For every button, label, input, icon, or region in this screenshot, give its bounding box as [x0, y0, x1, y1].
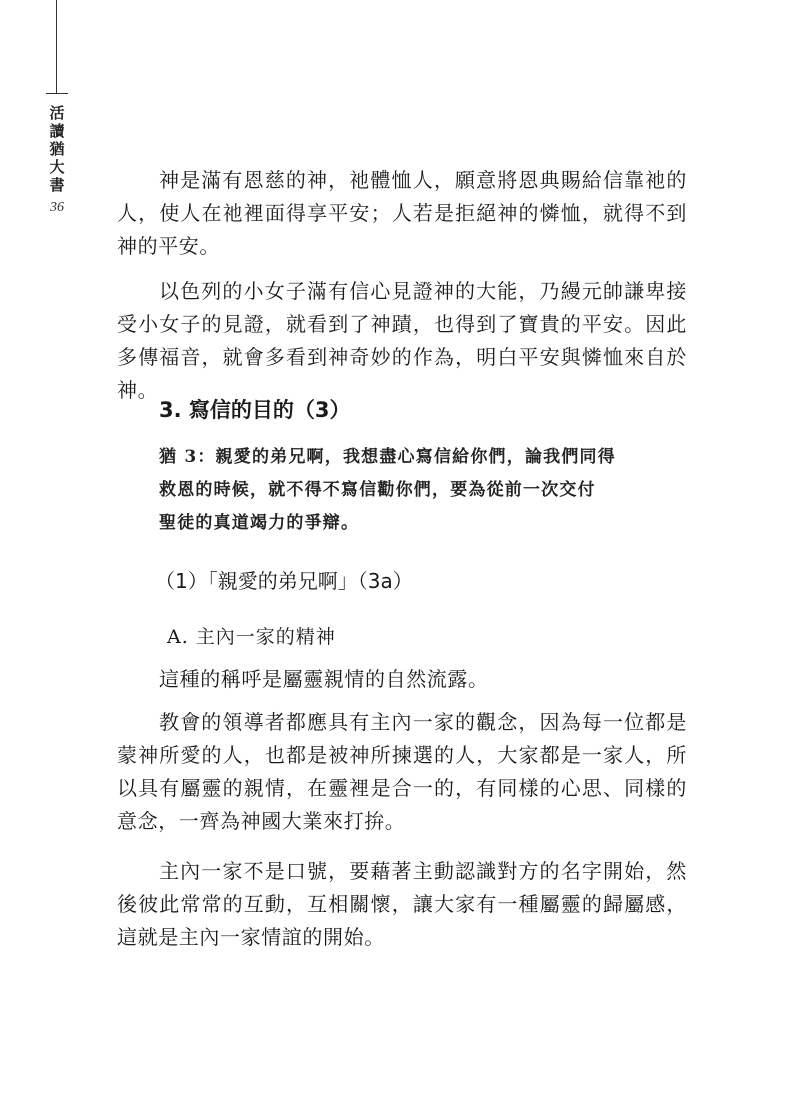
section-heading: 3. 寫信的目的（3）	[159, 398, 351, 422]
running-title-char: 大	[49, 158, 65, 176]
page-number: 36	[50, 200, 64, 215]
running-title	[48, 104, 66, 194]
paragraph-church: 教會的領導者都應具有主內一家的觀念，因為每一位都是蒙神所愛的人，也都是被神所揀選的人，大家都是一家人，所以具有屬靈的親情，在靈裡是合一的，有同樣的心思、同樣的意念，一齊為神國大業來打拚。	[117, 710, 687, 833]
paragraph-address: 這種的稱呼是屬靈親情的自然流露。	[159, 667, 489, 691]
scripture-line: 救恩的時候，就不得不寫信勸你們，要為從前一次交付	[159, 480, 596, 500]
running-title-char: 活	[49, 104, 65, 122]
margin-rule	[56, 0, 57, 93]
margin-rule-tick	[46, 93, 68, 94]
subheading-1: （1）「親愛的弟兄啊」（3a）	[155, 569, 413, 593]
running-title-char: 讀	[49, 122, 65, 140]
paragraph-testimony: 以色列的小女子滿有信心見證神的大能，乃縵元帥謙卑接受小女子的見證，就看到了神蹟，也得到了寶貴的平安。因此多傳福音，就會多看到神奇妙的作為，明白平安與憐恤來自於神。	[117, 279, 687, 402]
subheading-a: A. 主內一家的精神	[167, 626, 336, 648]
paragraph-mercy: 神是滿有恩慈的神，祂體恤人，願意將恩典賜給信靠祂的人，使人在祂裡面得享平安；人若是拒絕神的憐恤，就得不到神的平安。	[117, 168, 687, 258]
scripture-line: 聖徒的真道竭力的爭辯。	[159, 513, 360, 533]
scripture-line: 猶 3：親愛的弟兄啊，我想盡心寫信給你們，論我們同得	[159, 447, 616, 467]
paragraph-family: 主內一家不是口號，要藉著主動認識對方的名字開始，然後彼此常常的互動，互相關懷，讓大家有一種屬靈的歸屬感，這就是主內一家情誼的開始。	[117, 859, 687, 949]
running-title-char: 書	[49, 176, 65, 194]
running-title-char: 猶	[49, 140, 65, 158]
